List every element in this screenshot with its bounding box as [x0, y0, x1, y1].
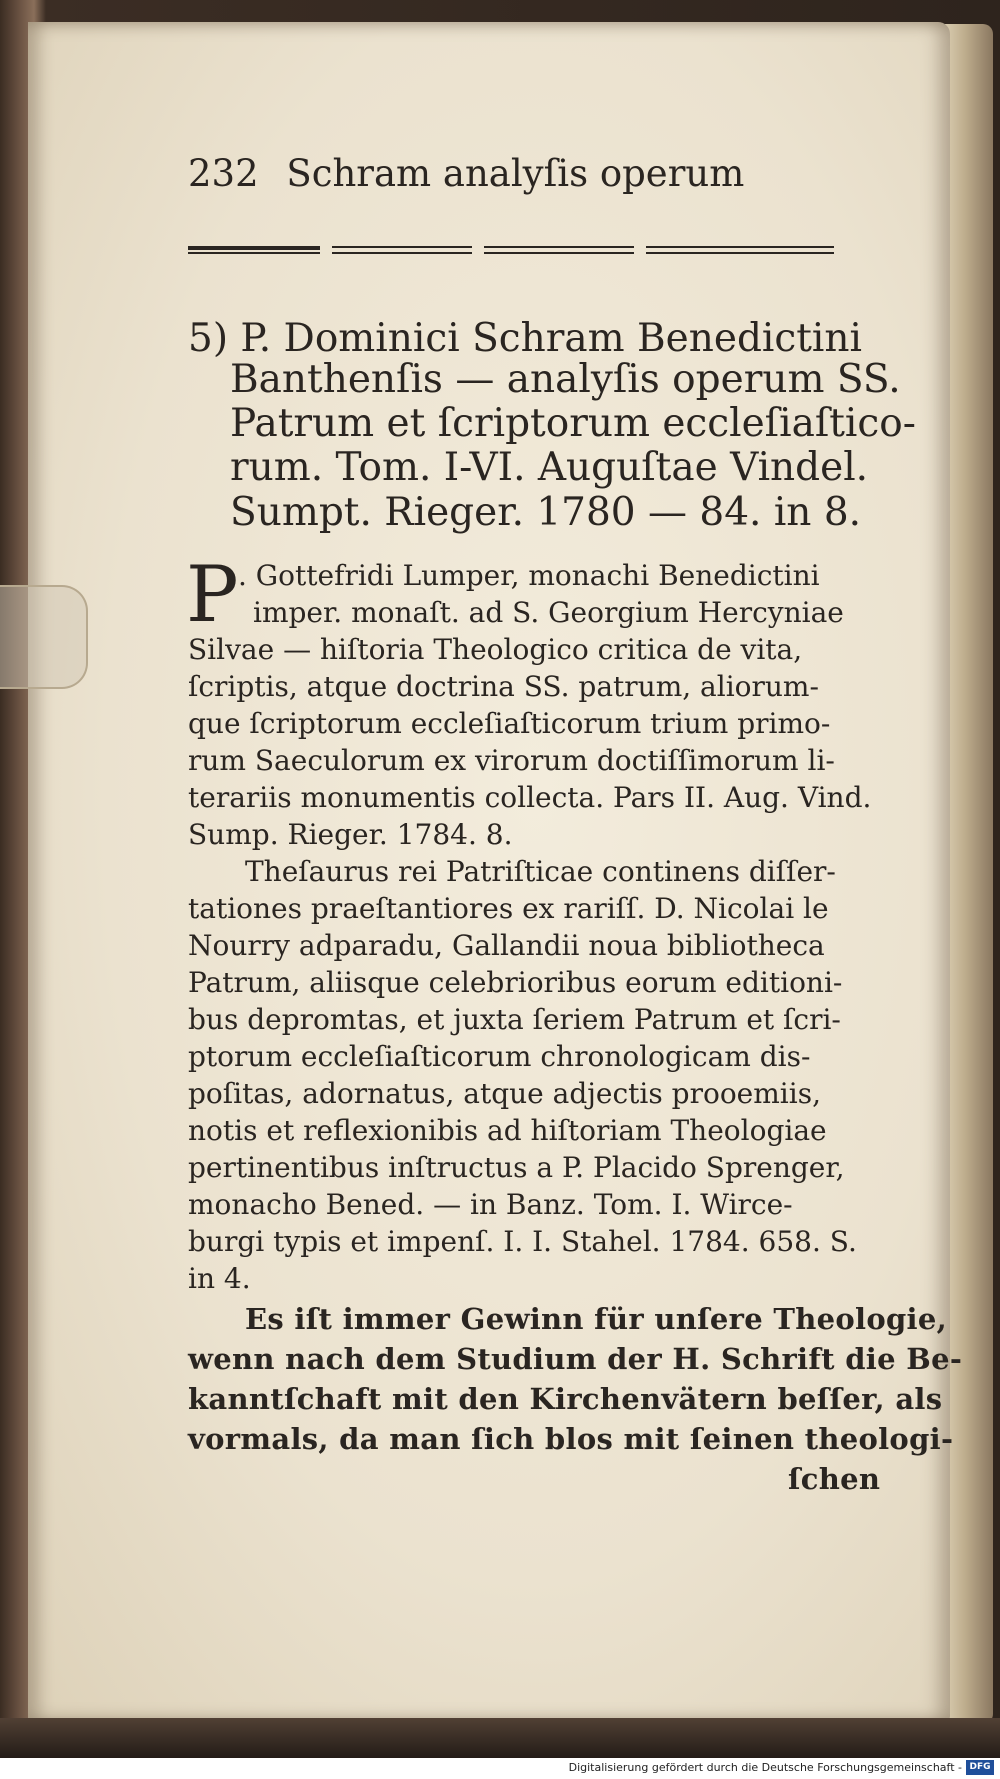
drop-capital: P: [186, 550, 239, 640]
text-line: que ſcriptorum eccleſiaſticorum trium primo-: [188, 707, 831, 740]
text-line: pertinentibus inſtructus a P. Placido Sprenger,: [188, 1151, 845, 1184]
text-line: ſcriptis, atque doctrina SS. patrum, aliorum-: [188, 670, 819, 703]
text-line: kanntſchaft mit den Kirchenvätern beſſer, als: [188, 1382, 943, 1416]
text-line: Theſaurus rei Patriſticae continens diſſer-: [245, 855, 836, 888]
entry-title-line: 5) P. Dominici Schram Benedictini: [188, 316, 862, 361]
entry-title-line: Patrum et ſcriptorum eccleſiaſtico-: [230, 401, 916, 446]
text-line: Silvae — hiſtoria Theologico critica de vita,: [188, 633, 803, 666]
text-line: vormals, da man ſich blos mit ſeinen theologi-: [188, 1422, 954, 1456]
text-line: Sump. Rieger. 1784. 8.: [188, 818, 513, 851]
funding-credit: Digitalisierung gefördert durch die Deutsche Forschungsgemeinschaft -: [568, 1761, 962, 1774]
text-line: bus depromtas, et juxta ſeriem Patrum et ſcri-: [188, 1003, 841, 1036]
text-line: wenn nach dem Studium der H. Schrift die Be-: [188, 1342, 963, 1376]
catchword: ſchen: [788, 1462, 881, 1496]
dfg-logo: DFG: [966, 1760, 994, 1775]
running-header: [188, 152, 744, 195]
text-line: . Gottefridi Lumper, monachi Benedictini: [238, 559, 820, 592]
text-line: Nourry adparadu, Gallandii noua bibliotheca: [188, 929, 825, 962]
entry-title-line: rum. Tom. I-VI. Auguſtae Vindel.: [230, 445, 869, 490]
text-line: rum Saeculorum ex virorum doctiſſimorum li-: [188, 744, 835, 777]
text-line: imper. monaſt. ad S. Georgium Hercyniae: [253, 596, 844, 629]
text-line: Es iſt immer Gewinn für unſere Theologie,: [245, 1302, 947, 1336]
book-fore-edge: [945, 24, 993, 1724]
text-line: Patrum, aliisque celebrioribus eorum editioni-: [188, 966, 843, 999]
entry-title-line: Sumpt. Rieger. 1780 — 84. in 8.: [230, 490, 862, 535]
page-clip: [0, 585, 88, 689]
text-line: ptorum eccleſiaſticorum chronologicam dis-: [188, 1040, 811, 1073]
running-title: Schram analyſis operum: [286, 152, 745, 195]
text-line: tationes praeſtantiores ex rariſſ. D. Nicolai le: [188, 892, 829, 925]
book-bottom-edge: [0, 1718, 1000, 1758]
text-line: monacho Bened. — in Banz. Tom. I. Wirce-: [188, 1188, 793, 1221]
text-line: notis et reflexionibis ad hiſtoriam Theologiae: [188, 1114, 827, 1147]
header-rule: [188, 246, 834, 255]
text-line: in 4.: [188, 1262, 251, 1295]
entry-title-line: Banthenſis — analyſis operum SS.: [230, 357, 901, 402]
text-line: burgi typis et impenſ. I. I. Stahel. 1784. 658. S.: [188, 1225, 857, 1258]
text-line: terariis monumentis collecta. Pars II. Aug. Vind.: [188, 781, 872, 814]
text-line: poſitas, adornatus, atque adjectis prooemiis,: [188, 1077, 821, 1110]
page-number: 232: [188, 152, 259, 195]
